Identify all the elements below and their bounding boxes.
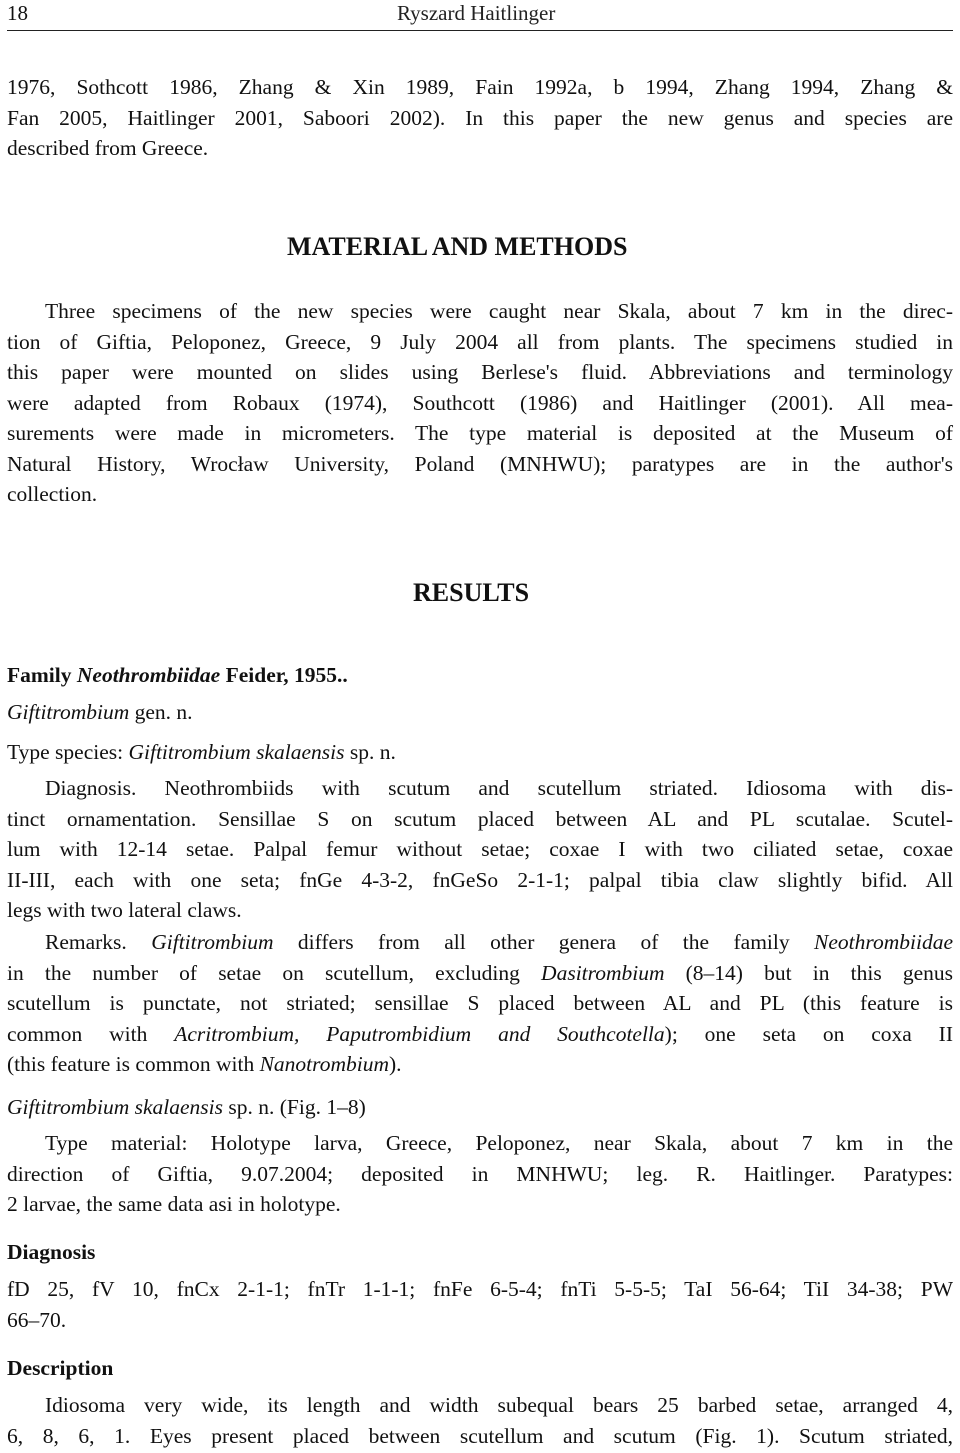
remarks-text: ); one seta on coxa II: [664, 1021, 953, 1046]
remarks-text: common with: [7, 1021, 175, 1046]
type-material-line: 2 larvae, the same data asi in holotype.: [7, 1192, 341, 1216]
diagnosis-line: Diagnosis. Neothrombiids with scutum and scutellum striated. Idiosoma with dis-: [45, 776, 953, 800]
type-material-line: Type material: Holotype larva, Greece, Peloponez, near Skala, about 7 km in the: [45, 1131, 953, 1155]
family-prefix: Family: [7, 663, 77, 687]
intro-line: Fan 2005, Haitlinger 2001, Saboori 2002). In this paper the new genus and species are: [7, 105, 953, 130]
section-heading-results: RESULTS: [413, 578, 530, 607]
remarks-text: (8–14) but in this genus: [664, 960, 953, 985]
species-name: Giftitrombium skalaensis: [7, 1095, 223, 1119]
family-suffix: Feider, 1955..: [220, 663, 348, 687]
methods-line: tion of Giftia, Peloponez, Greece, 9 July 2004 all from plants. The specimens studied in: [7, 329, 953, 354]
taxon-name: Nanotrombium: [259, 1052, 389, 1076]
type-material-paragraph: [7, 1128, 953, 1220]
methods-line: Natural History, Wrocław University, Poland (MNHWU); paratypes are in the author's: [7, 451, 953, 476]
genus-heading: [7, 697, 193, 728]
page-number: 18: [7, 1, 28, 25]
taxon-name: Dasitrombium: [541, 960, 665, 985]
description-line: Idiosoma very wide, its length and width subequal bears 25 barbed setae, arranged 4,: [45, 1393, 953, 1417]
genus-name: Giftitrombium: [7, 700, 130, 724]
remarks-text: ).: [389, 1052, 402, 1076]
methods-line: surements were made in micrometers. The type material is deposited at the Museum of: [7, 421, 953, 445]
diagnosis-values-line: 66–70.: [7, 1307, 67, 1332]
remarks-line: [7, 958, 953, 989]
methods-line: Three specimens of the new species were caught near Skala, about 7 km in the direc-: [45, 299, 953, 323]
section-heading-methods: MATERIAL AND METHODS: [287, 232, 628, 261]
type-species-suffix: sp. n.: [344, 740, 396, 764]
diagnosis-line: II-III, each with one seta; fnGe 4-3-2, fnGeSo 2-1-1; palpal tibia claw slightly bifid. All: [7, 867, 953, 892]
genus-diagnosis-paragraph: [7, 773, 953, 926]
type-species-name: Giftitrombium skalaensis: [128, 740, 345, 764]
methods-paragraph: [7, 296, 953, 510]
diagnosis-line: legs with two lateral claws.: [7, 898, 242, 922]
family-heading: [7, 660, 348, 691]
remarks-text: differs from all other genera of the family: [273, 930, 815, 954]
species-suffix: sp. n. (Fig. 1–8): [223, 1095, 366, 1119]
taxon-name: Giftitrombium: [151, 930, 274, 954]
remarks-line: [7, 1049, 953, 1080]
remarks-paragraph: [7, 927, 953, 1080]
intro-line: described from Greece.: [7, 136, 209, 160]
family-name: Neothrombiidae: [76, 663, 221, 687]
remarks-line: scutellum is punctate, not striated; sensillae S placed between AL and PL (this feature is: [7, 991, 953, 1015]
description-line: 6, 8, 6, 1. Eyes present placed between scutellum and scutum (Fig. 1). Scutum striated,: [7, 1423, 953, 1448]
methods-line: this paper were mounted on slides using Berlese's fluid. Abbreviations and terminology: [7, 360, 953, 384]
remarks-line: [7, 927, 953, 958]
species-heading: [7, 1092, 366, 1123]
type-species-line: [7, 737, 396, 768]
running-author: Ryszard Haitlinger: [397, 1, 556, 25]
remarks-text: in the number of setae on scutellum, excluding: [7, 960, 542, 985]
genus-suffix: gen. n.: [129, 700, 193, 724]
type-species-prefix: Type species:: [7, 740, 129, 764]
remarks-line: [7, 1019, 953, 1050]
taxon-name: Neothrombiidae: [814, 930, 953, 954]
diagnosis-line: tinct ornamentation. Sensillae S on scutum placed between AL and PL scutalae. Scutel-: [7, 806, 953, 831]
description-paragraph: [7, 1390, 953, 1451]
methods-line: were adapted from Robaux (1974), Southcott (1986) and Haitlinger (2001). All mea-: [7, 390, 953, 415]
methods-line: collection.: [7, 482, 98, 506]
diagnosis-line: lum with 12-14 setae. Palpal femur without setae; coxae I with two ciliated setae, coxae: [7, 837, 953, 861]
remarks-text: (this feature is common with: [7, 1052, 260, 1076]
diagnosis-values-line: fD 25, fV 10, fnCx 2-1-1; fnTr 1-1-1; fnFe 6-5-4; fnTi 5-5-5; TaI 56-64; TiI 34-38; PW: [7, 1277, 953, 1301]
type-material-line: direction of Giftia, 9.07.2004; deposited in MNHWU; leg. R. Haitlinger. Paratypes:: [7, 1161, 953, 1186]
running-header: [7, 0, 953, 31]
description-heading: Description: [7, 1356, 114, 1380]
species-diagnosis-paragraph: [7, 1274, 953, 1335]
intro-line: 1976, Sothcott 1986, Zhang & Xin 1989, Fain 1992a, b 1994, Zhang 1994, Zhang &: [7, 75, 953, 99]
remarks-label: Remarks.: [45, 930, 152, 954]
diagnosis-heading: Diagnosis: [7, 1240, 96, 1264]
intro-paragraph: [7, 72, 953, 164]
taxon-name: Acritrombium, Paputrombidium and Southcotella: [174, 1021, 665, 1046]
